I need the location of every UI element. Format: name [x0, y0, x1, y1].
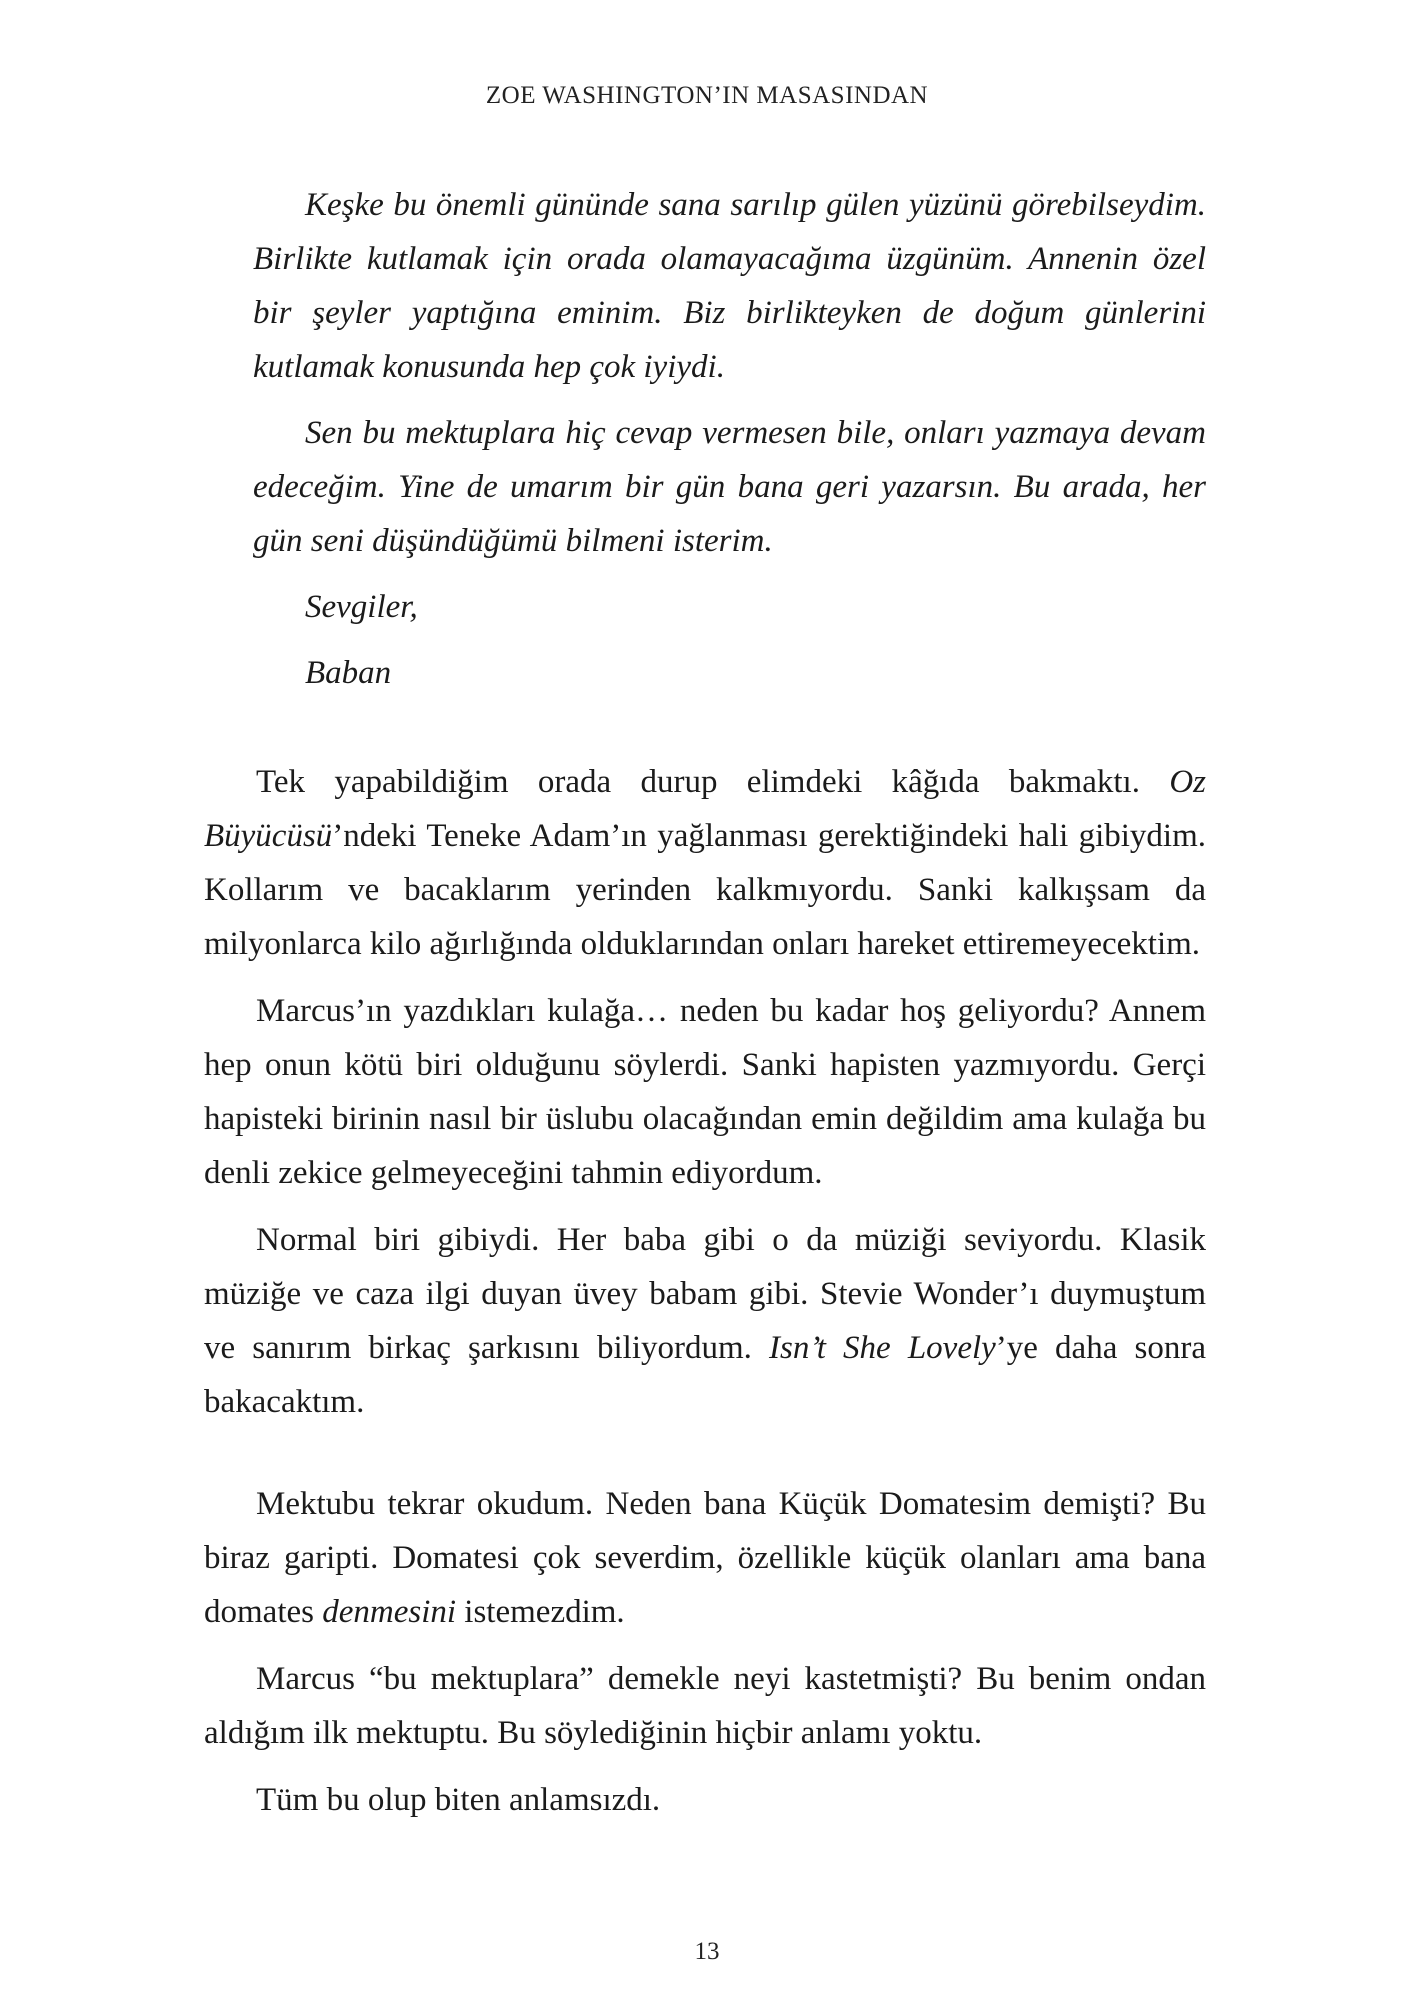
letter-closing: Sevgiler,	[305, 589, 418, 625]
letter-block	[253, 178, 1206, 712]
body-paragraph: Marcus’ın yazdıkları kulağa… neden bu kadar hoş geliyordu? Annem hep onun kötü biri olduğunu söylerdi. Sanki hapisten yazmıyordu. Gerçi hapisteki birinin nasıl bir üslubu olacağından emin değildim ama kulağa bu denli zekice gelmeyeceğini tahmin ediyordum.	[204, 993, 1206, 1191]
text-run: ’ye daha sonra bakacaktım.	[204, 1330, 1206, 1420]
letter-signature: Baban	[305, 655, 392, 691]
book-title-italic: Oz Büyücüsü	[204, 764, 1206, 854]
body-paragraph: Tüm bu olup biten anlamsızdı.	[256, 1782, 661, 1818]
page-number: 13	[694, 1938, 720, 1965]
body-paragraph	[204, 1213, 1206, 1429]
song-title-italic: Isn’t She Lovely	[769, 1330, 996, 1366]
body-paragraph	[204, 755, 1206, 971]
text-run: ’ndeki Teneke Adam’ın yağlanması gerektiğindeki hali gibiydim. Kollarım ve bacaklarım yerinden kalkmıyordu. Sanki kalkışsam da milyonlarca kilo ağırlığında olduklarından onları hareket ettiremeyecektim.	[204, 818, 1206, 962]
emphasis-italic: denmesini	[322, 1594, 457, 1630]
text-run: Normal biri gibiydi. Her baba gibi o da müziği seviyordu. Klasik müziğe ve caza ilgi duyan üvey babam gibi. Stevie Wonder’ı duymuştum ve sanırım birkaç şarkısını biliyordum.	[204, 1222, 1206, 1366]
body-text	[204, 755, 1206, 1840]
text-run: istemezdim.	[456, 1594, 625, 1630]
letter-paragraph: Keşke bu önemli gününde sana sarılıp gülen yüzünü görebilseydim. Birlikte kutlamak için orada olamayacağıma üzgünüm. Annenin özel bir şeyler yaptığına eminim. Biz birlikteyken de doğum günlerini kutlamak konusunda hep çok iyiydi.	[253, 187, 1206, 385]
body-paragraph: Marcus “bu mektuplara” demekle neyi kastetmişti? Bu benim ondan aldığım ilk mektuptu. Bu söylediğinin hiçbir anlamı yoktu.	[204, 1661, 1206, 1751]
body-paragraph	[204, 1477, 1206, 1639]
text-run: Tek yapabildiğim orada durup elimdeki kâğıda bakmaktı.	[256, 764, 1170, 800]
letter-paragraph: Sen bu mektuplara hiç cevap vermesen bile, onları yazmaya devam edeceğim. Yine de umarım bir gün bana geri yazarsın. Bu arada, her gün seni düşündüğümü bilmeni isterim.	[253, 415, 1206, 559]
running-header: ZOE WASHINGTON’IN MASASINDAN	[485, 82, 929, 109]
text-run: Mektubu tekrar okudum. Neden bana Küçük Domatesim demişti? Bu biraz garipti. Domatesi çok severdim, özellikle küçük olanları ama bana domates	[204, 1486, 1206, 1630]
